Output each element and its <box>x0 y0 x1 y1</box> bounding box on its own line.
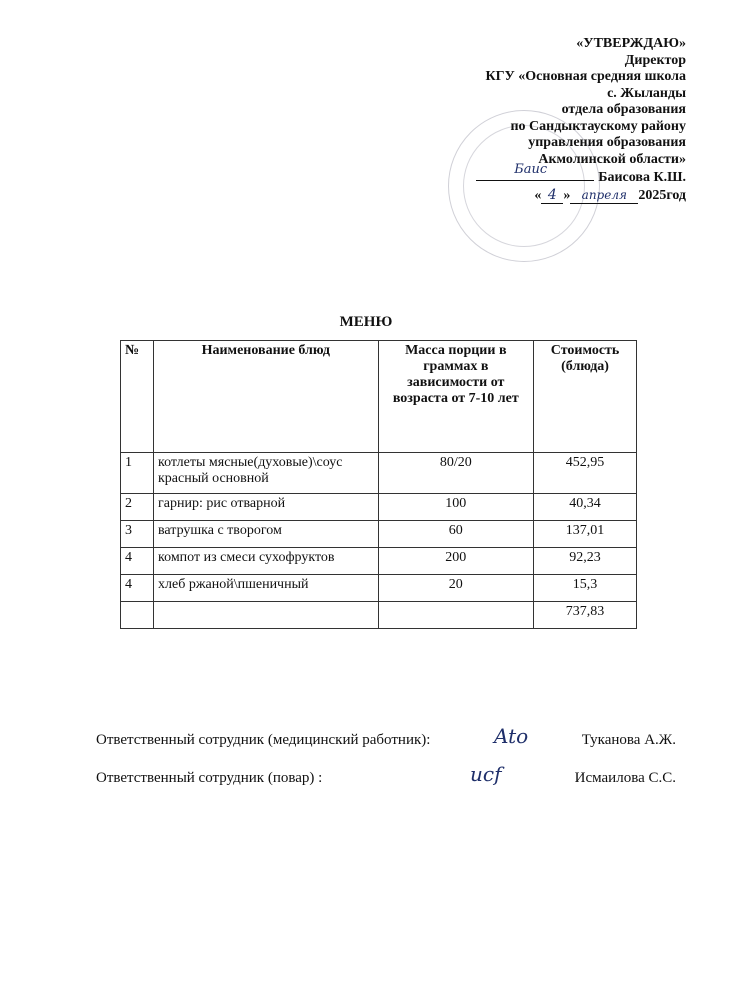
approval-date <box>476 187 686 205</box>
date-month: апреля <box>570 187 638 205</box>
table-total-row <box>121 602 637 629</box>
director-signature: Баис <box>514 162 548 177</box>
row-dish-name: ватрушка с творогом <box>154 521 379 548</box>
approval-org-line-4: по Сандыктаускому району <box>510 118 686 134</box>
row-number: 3 <box>121 521 154 548</box>
signer-signature: Ato <box>494 724 529 748</box>
director-name: Баисова К.Ш. <box>598 170 686 185</box>
row-mass: 60 <box>378 521 534 548</box>
total-empty-number <box>121 602 154 629</box>
signature-underline <box>476 162 594 181</box>
approval-org-line-2: с. Жыланды <box>607 85 686 101</box>
signer-cook <box>96 762 676 808</box>
total-empty-name <box>154 602 379 629</box>
table-row <box>121 575 637 602</box>
approval-block <box>476 36 686 204</box>
row-cost: 92,23 <box>534 548 637 575</box>
director-signature-line <box>476 162 686 187</box>
total-empty-mass <box>378 602 534 629</box>
date-quote-close: » <box>563 187 571 203</box>
signer-medical <box>96 724 676 770</box>
signer-name: Исмаилова С.С. <box>574 770 676 786</box>
header-portion-mass: Масса порции в граммах в зависимости от возраста от 7-10 лет <box>378 341 534 453</box>
responsible-signers <box>96 724 676 808</box>
row-mass: 100 <box>378 494 534 521</box>
approval-position: Директор <box>624 52 686 68</box>
signer-role: Ответственный сотрудник (медицинский работник): <box>96 732 431 748</box>
approval-heading: «УТВЕРЖДАЮ» <box>576 36 686 51</box>
table-header-row <box>121 341 637 453</box>
date-day: 4 <box>541 187 563 205</box>
row-number: 2 <box>121 494 154 521</box>
header-cost: Стоимость (блюда) <box>534 341 637 453</box>
approval-org-line-5: управления образования <box>528 135 686 150</box>
table-row <box>121 453 637 494</box>
date-quote-open: « <box>534 187 542 203</box>
table-row <box>121 548 637 575</box>
row-dish-name: компот из смеси сухофруктов <box>154 548 379 575</box>
row-mass: 20 <box>378 575 534 602</box>
row-dish-name: котлеты мясные(духовые)\соус красный основной <box>154 453 379 494</box>
signer-name: Туканова А.Ж. <box>581 732 676 748</box>
row-mass: 80/20 <box>378 453 534 494</box>
approval-org-line-6: Акмолинской области» <box>538 151 686 167</box>
header-number: № <box>121 341 154 453</box>
row-mass: 200 <box>378 548 534 575</box>
date-year: 2025год <box>638 187 686 203</box>
document-title: МЕНЮ <box>339 314 393 330</box>
signer-role: Ответственный сотрудник (повар) : <box>96 770 323 786</box>
row-dish-name: хлеб ржаной\пшеничный <box>154 575 379 602</box>
table-row <box>121 494 637 521</box>
approval-org-line-1: КГУ «Основная средняя школа <box>485 69 686 84</box>
total-cost: 737,83 <box>534 602 637 629</box>
row-number: 4 <box>121 575 154 602</box>
header-dish-name: Наименование блюд <box>154 341 379 453</box>
row-cost: 452,95 <box>534 453 637 494</box>
row-cost: 137,01 <box>534 521 637 548</box>
signer-signature: ucf <box>470 762 502 786</box>
table-row <box>121 521 637 548</box>
approval-org-line-3: отдела образования <box>561 102 686 117</box>
row-number: 1 <box>121 453 154 494</box>
row-cost: 15,3 <box>534 575 637 602</box>
row-dish-name: гарнир: рис отварной <box>154 494 379 521</box>
row-cost: 40,34 <box>534 494 637 521</box>
row-number: 4 <box>121 548 154 575</box>
menu-table <box>120 340 637 629</box>
